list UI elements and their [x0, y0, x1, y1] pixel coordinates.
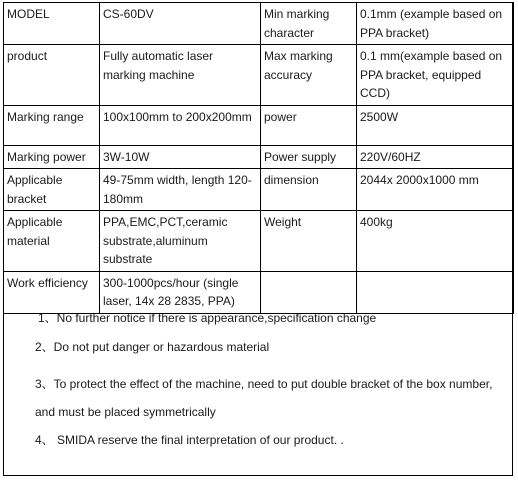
label-cell: Max marking accuracy: [261, 45, 357, 106]
note-2: 2、Do not put danger or hazardous material: [35, 340, 270, 354]
note-3-line-2: and must be placed symmetrically: [35, 405, 216, 419]
value-cell: 0.1mm (example based on PPA bracket): [357, 3, 514, 45]
table-row: [4, 45, 514, 106]
table-row: [4, 211, 514, 272]
value-cell: 2044x 2000x1000 mm: [357, 169, 514, 211]
value-cell: 220V/60HZ: [357, 145, 514, 169]
spec-table: [3, 2, 514, 314]
value-cell: PPA,EMC,PCT,ceramic substrate,aluminum substrate: [100, 211, 261, 272]
value-cell: 300-1000pcs/hour (single laser, 14x 28 2835, PPA): [100, 271, 261, 313]
note-3-line-1: 3、To protect the effect of the machine, need to put double bracket of the box number,: [35, 377, 493, 391]
label-cell: Weight: [261, 211, 357, 272]
table-row: [4, 105, 514, 145]
label-cell: product: [4, 45, 100, 106]
value-cell: 49-75mm width, length 120-180mm: [100, 169, 261, 211]
label-cell: power: [261, 105, 357, 145]
label-cell: Applicable bracket: [4, 169, 100, 211]
value-cell: CS-60DV: [100, 3, 261, 45]
note-1: 1、No further notice if there is appearance,specification change: [38, 311, 377, 325]
label-cell: Marking power: [4, 145, 100, 169]
note-4: 4、 SMIDA reserve the final interpretation of our product. .: [35, 433, 344, 447]
label-cell: Power supply: [261, 145, 357, 169]
label-cell: Applicable material: [4, 211, 100, 272]
table-row: [4, 169, 514, 211]
table-row: [4, 145, 514, 169]
label-cell: Marking range: [4, 105, 100, 145]
label-cell: Work efficiency: [4, 271, 100, 313]
value-cell: Fully automatic laser marking machine: [100, 45, 261, 106]
label-cell: dimension: [261, 169, 357, 211]
value-cell: 100x100mm to 200x200mm: [100, 105, 261, 145]
notes-section: [3, 295, 513, 476]
label-cell: Min marking character: [261, 3, 357, 45]
value-cell: 0.1 mm(example based on PPA bracket, equipped CCD): [357, 45, 514, 106]
value-cell: 2500W: [357, 105, 514, 145]
label-cell: MODEL: [4, 3, 100, 45]
table-row: [4, 3, 514, 45]
value-cell: 3W-10W: [100, 145, 261, 169]
value-cell: 400kg: [357, 211, 514, 272]
